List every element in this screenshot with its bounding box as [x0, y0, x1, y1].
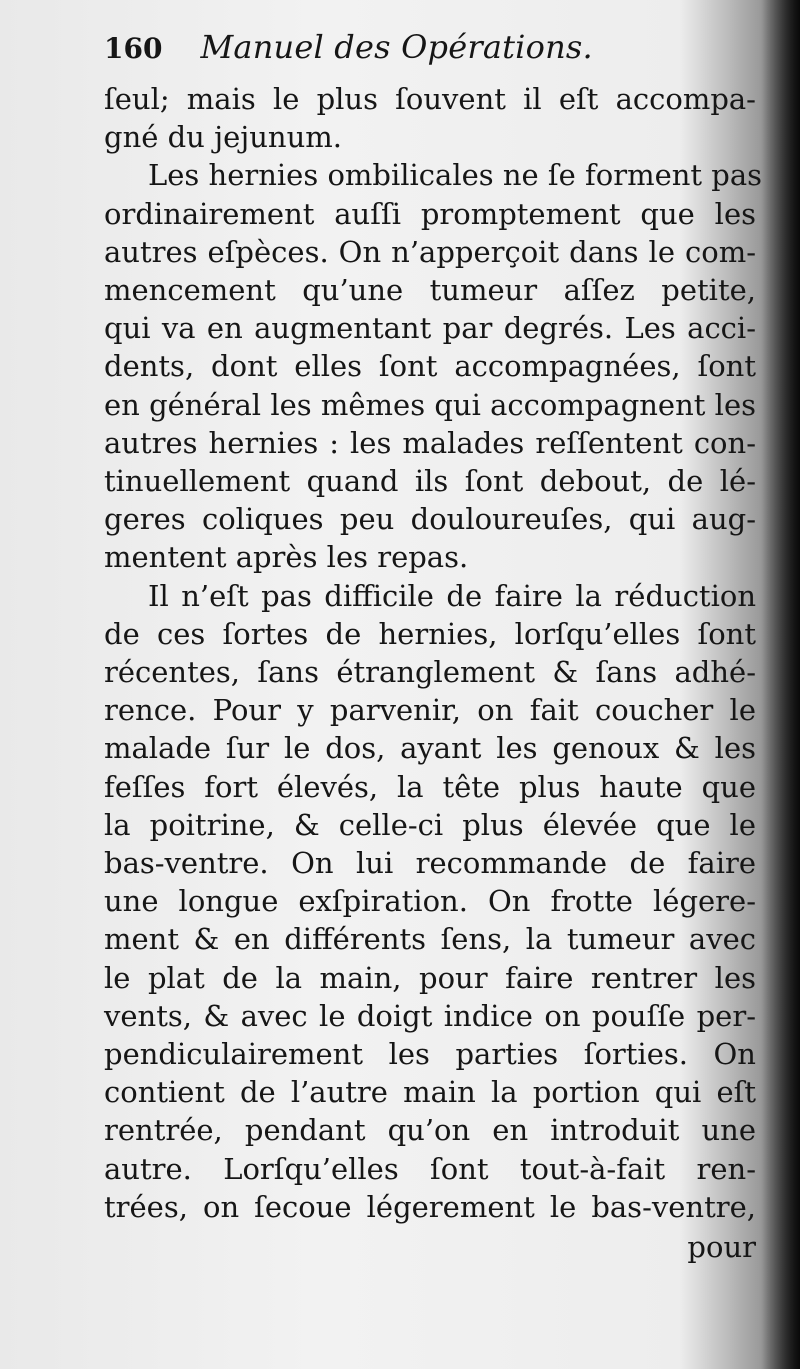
text-line: la poitrine, & celle-ci plus élevée que le: [104, 807, 756, 842]
text-line: feſſes fort élevés, la tête plus haute que: [104, 769, 756, 804]
text-line: autres hernies : les malades reſſentent con-: [104, 425, 756, 460]
text-line: ment & en différents ſens, la tumeur avec: [104, 922, 756, 957]
text-line: pendiculairement les parties ſorties. On: [104, 1037, 756, 1072]
text-line: geres coliques peu douloureuſes, qui aug-: [104, 502, 756, 537]
text-line: de ces ſortes de hernies, lorſqu’elles ſont: [104, 616, 756, 651]
text-line: qui va en augmentant par degrés. Les acci-: [104, 311, 756, 346]
text-line: bas-ventre. On lui recommande de faire: [104, 846, 756, 881]
text-line: le plat de la main, pour faire rentrer les: [104, 960, 756, 995]
text-line: contient de l’autre main la portion qui eſt: [104, 1075, 756, 1110]
text-line: tinuellement quand ils ſont debout, de lé-: [104, 464, 756, 499]
paragraph-start-line: Il n’eſt pas difficile de faire la réduction: [148, 578, 756, 613]
text-line: mentent après les repas.: [104, 540, 469, 575]
text-line: mencement qu’une tumeur aſſez petite,: [104, 273, 756, 308]
catchword: pour: [687, 1230, 756, 1265]
text-line: en général les mêmes qui accompagnent les: [104, 387, 756, 422]
text-line: ſeul; mais le plus ſouvent il eſt accompa-: [104, 82, 756, 116]
text-line: autres eſpèces. On n’apperçoit dans le com-: [104, 234, 756, 269]
running-title: Manuel des Opérations.: [200, 28, 593, 66]
text-line: une longue exſpiration. On frotte légere-: [104, 884, 756, 919]
text-line: rentrée, pendant qu’on en introduit une: [104, 1113, 756, 1148]
text-line: ordinairement auſſi promptement que les: [104, 196, 756, 231]
text-line: autre. Lorſqu’elles ſont tout-à-fait ren-: [104, 1151, 756, 1186]
text-line: trées, on ſecoue légerement le bas-ventre,: [104, 1189, 756, 1224]
text-line: dents, dont elles ſont accompagnées, ſont: [104, 349, 756, 384]
text-line: malade ſur le dos, ayant les genoux & les: [104, 731, 756, 766]
text-line: récentes, ſans étranglement & ſans adhé-: [104, 655, 756, 690]
text-line: vents, & avec le doigt indice on pouſſe per-: [104, 998, 756, 1033]
page-number: 160: [104, 32, 163, 65]
page-header: [104, 28, 756, 72]
paragraph-start-line: Les hernies ombilicales ne ſe forment pas: [148, 158, 763, 193]
text-line: rence. Pour y parvenir, on fait coucher le: [104, 693, 756, 728]
page-gutter-shadow: [762, 0, 800, 1369]
page-text: [104, 28, 763, 1266]
text-line: gné du jejunum.: [104, 120, 342, 155]
